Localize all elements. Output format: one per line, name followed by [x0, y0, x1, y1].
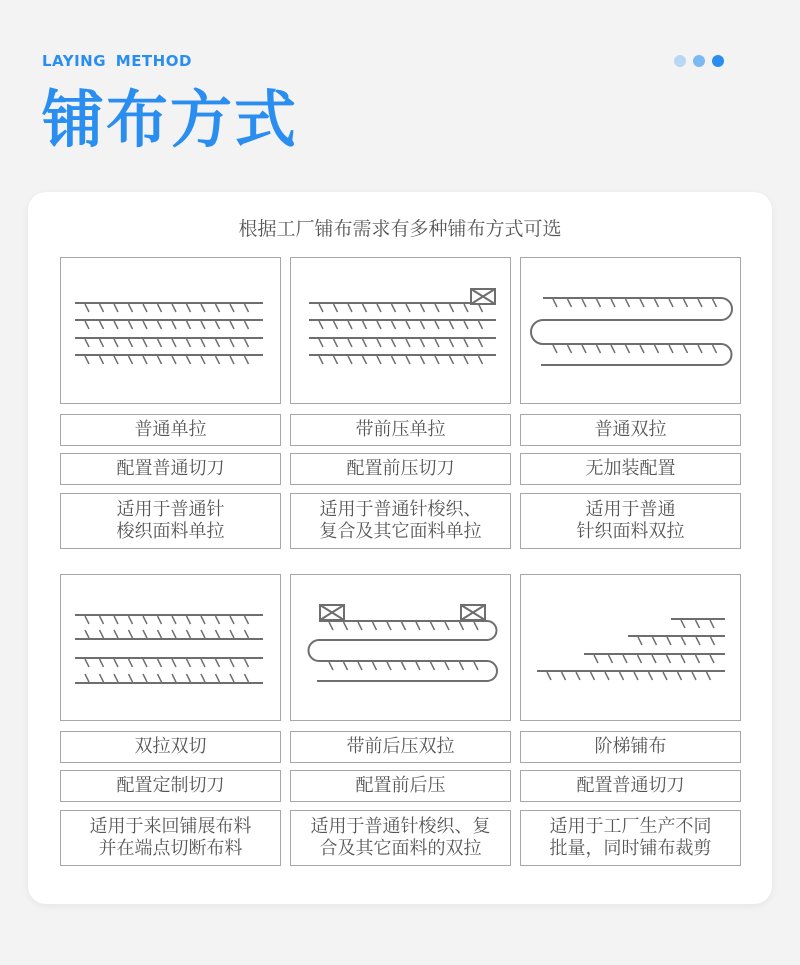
fabric-hatch	[553, 345, 717, 353]
methods-card	[28, 192, 772, 904]
double-pull-front-rear-press-diagram	[290, 574, 511, 721]
dot-2	[693, 55, 705, 67]
method-name: 普通双拉	[520, 414, 741, 446]
method-name: 阶梯铺布	[520, 731, 741, 763]
fabric-hatch	[85, 659, 249, 667]
fabric-hatch	[319, 356, 483, 364]
double-pull-double-cut-diagram	[60, 574, 281, 721]
method-description: 适用于来回铺展布料 并在端点切断布料	[60, 810, 281, 866]
fabric-hatch	[547, 672, 711, 680]
fabric-fold	[531, 320, 543, 344]
fabric-hatch	[85, 321, 249, 329]
method-config: 配置普通切刀	[60, 453, 281, 485]
fabric-hatch	[329, 662, 478, 670]
method-config: 配置普通切刀	[520, 770, 741, 802]
method-description: 适用于普通针 梭织面料单拉	[60, 493, 281, 549]
fabric-hatch	[85, 304, 249, 312]
method-config: 配置定制切刀	[60, 770, 281, 802]
method-description: 适用于工厂生产不同 批量，同时铺布裁剪	[520, 810, 741, 866]
fabric-hatch	[85, 339, 249, 347]
fabric-fold	[721, 298, 732, 320]
method-name: 带前后压双拉	[290, 731, 511, 763]
pagination-dots	[674, 55, 724, 67]
fabric-fold	[309, 640, 320, 661]
fabric-hatch	[681, 620, 714, 628]
step-laying-diagram	[520, 574, 741, 721]
method-name: 带前压单拉	[290, 414, 511, 446]
method-config: 配置前后压	[290, 770, 511, 802]
single-pull-front-press-diagram	[290, 257, 511, 404]
method-config: 无加装配置	[520, 453, 741, 485]
method-name: 双拉双切	[60, 731, 281, 763]
fabric-hatch	[85, 630, 249, 638]
method-description: 适用于普通针梭织、 复合及其它面料单拉	[290, 493, 511, 549]
press-box-icon	[471, 289, 495, 304]
card-subtitle: 根据工厂铺布需求有多种铺布方式可选	[238, 218, 562, 240]
press-box-icon	[461, 605, 485, 620]
fabric-fold	[721, 344, 732, 365]
fabric-fold	[487, 621, 497, 640]
dot-1	[674, 55, 686, 67]
eyebrow-text: LAYING METHOD	[42, 52, 192, 70]
fabric-hatch	[553, 299, 717, 307]
fabric-hatch	[319, 339, 483, 347]
fabric-hatch	[85, 674, 249, 682]
method-config: 配置前压切刀	[290, 453, 511, 485]
fabric-hatch	[319, 304, 483, 312]
fabric-fold	[487, 661, 497, 681]
page-title: 铺布方式	[42, 83, 299, 156]
method-description: 适用于普通 针织面料双拉	[520, 493, 741, 549]
fabric-hatch	[638, 637, 715, 645]
fabric-hatch	[319, 321, 483, 329]
fabric-hatch	[85, 616, 249, 624]
press-box-icon	[320, 605, 344, 620]
method-description: 适用于普通针梭织、复 合及其它面料的双拉	[290, 810, 511, 866]
fabric-hatch	[594, 655, 714, 663]
fabric-hatch	[85, 356, 249, 364]
fabric-hatch	[329, 622, 478, 630]
double-pull-diagram	[520, 257, 741, 404]
dot-3	[712, 55, 724, 67]
single-pull-diagram	[60, 257, 281, 404]
method-name: 普通单拉	[60, 414, 281, 446]
